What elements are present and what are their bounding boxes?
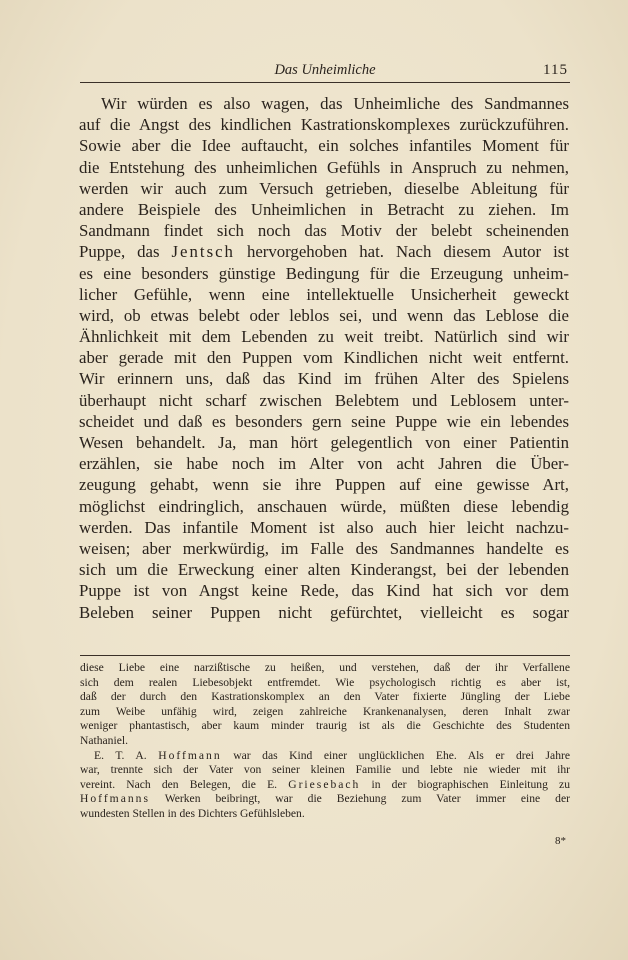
body-line: überhaupt nicht scharf zwischen Belebtem und Leblosem unter- (79, 390, 569, 410)
footnote-line (80, 792, 570, 807)
line-segment: E. T. A. (94, 748, 159, 762)
spaced-name: Jentsch (171, 242, 235, 262)
body-line: werden. Das infantile Moment ist also auch hier leicht nachzu- (79, 517, 569, 537)
page-header (80, 60, 570, 83)
footnote-line: Nathaniel. (80, 733, 128, 747)
body-line: wird, ob etwas belebt oder leblos sei, und wenn das Leblose die (79, 305, 569, 325)
body-line: es eine besonders günstige Bedingung für die Erzeugung unheim- (79, 263, 569, 283)
running-title: Das Unheimliche (274, 62, 376, 78)
body-line: Sandmann findet sich noch das Motiv der belebt scheinenden (79, 221, 569, 241)
body-line: zeugung gehabt, wenn sie ihre Puppen auf eine gewisse Art, (79, 475, 569, 495)
body-line: Wir erinnern uns, daß das Kind im frühen Alter des Spielens (79, 369, 569, 389)
spaced-name: Hoffmann (158, 748, 222, 762)
spaced-name: Griesebach (288, 777, 361, 791)
body-line: Beleben seiner Puppen nicht gefürchtet, vielleicht es sogar (79, 602, 569, 622)
footnote-line: zum Weibe unfähig wird, zeigen zahlreiche Krankenanalysen, deren Inhalt zwar (80, 704, 570, 718)
line-segment: Puppe, das (79, 242, 172, 262)
footnote-line (80, 749, 570, 764)
footnote-divider (80, 655, 570, 656)
line-segment: vereint. Nach den Belegen, die E. (80, 777, 289, 791)
body-line: erzählen, sie habe noch im Alter von acht Jahren die Über- (79, 454, 569, 474)
body-line: weisen; aber merkwürdig, im Falle des Sandmannes handelte es (79, 538, 569, 558)
body-line: auf die Angst des kindlichen Kastrationskomplexes zurückzuführen. (79, 115, 569, 135)
signature-mark: 8* (555, 835, 566, 847)
body-line: andere Beispiele des Unheimlichen in Betracht zu ziehen. Im (79, 199, 569, 219)
body-line: aber gerade mit den Puppen vom Kindlichen nicht weit entfernt. (79, 348, 569, 368)
footnotes (80, 661, 570, 822)
body-line: werden wir auch zum Versuch getrieben, dieselbe Ableitung für (79, 178, 569, 198)
line-segment: in der biographischen Einleitung zu (360, 777, 570, 791)
footnote-line: wundesten Stellen in des Dichters Gefühlsleben. (80, 806, 305, 820)
body-line: Wesen behandelt. Ja, man hört gelegentlich von einer Patientin (79, 433, 569, 452)
body-line: die Entstehung des unheimlichen Gefühls in Anspruch zu nehmen, (79, 157, 569, 177)
body-line: sich um die Erweckung einer alten Kinderangst, bei der lebenden (79, 560, 569, 580)
footnote-line: war, trennte sich der Vater von seiner kleinen Familie und lebte nie wieder mit ihr (80, 763, 570, 777)
body-line: Sowie aber die Idee auftaucht, ein solches infantiles Moment für (79, 136, 569, 156)
page-number: 115 (543, 62, 568, 78)
body-line (79, 241, 569, 262)
footnote-line: sich dem realen Liebesobjekt entfremdet. Wie psychologisch richtig es aber ist, (80, 675, 570, 689)
line-segment: Werken beibringt, war die Beziehung zum Vater immer eine der (149, 792, 570, 806)
footnote-line: daß der durch den Kastrationskomplex an den Vater fixierte Jüngling der Liebe (80, 690, 570, 704)
footnote-line: diese Liebe eine narzißtische zu heißen, und verstehen, daß der ihr Verfallene (80, 661, 570, 674)
body-line: Wir würden es also wagen, das Unheimliche des Sandmannes (101, 94, 569, 113)
spaced-name: Hoffmanns (80, 792, 150, 806)
body-line: licher Gefühle, wenn eine intellektuelle Unsicherheit geweckt (79, 284, 569, 304)
body-line: möglichst eindringlich, anschauen würde, müßten diese lebendig (79, 496, 569, 516)
line-segment: hervorgehoben hat. Nach diesem Autor ist (234, 242, 569, 262)
footnote-line: weniger phantastisch, aber kaum minder traurig ist als die Geschichte des Studenten (80, 719, 570, 733)
body-line: Puppe ist von Angst keine Rede, das Kind hat sich vor dem (79, 581, 569, 601)
footnote-line (80, 778, 570, 793)
body-line: scheidet und daß es besonders gern seine Puppe wie ein lebendes (79, 411, 569, 431)
line-segment: war das Kind einer unglücklichen Ehe. Als er drei Jahre (221, 748, 570, 762)
body-text (79, 93, 569, 623)
body-line: Ähnlichkeit mit dem Lebenden zu weit treibt. Natürlich sind wir (79, 327, 569, 347)
